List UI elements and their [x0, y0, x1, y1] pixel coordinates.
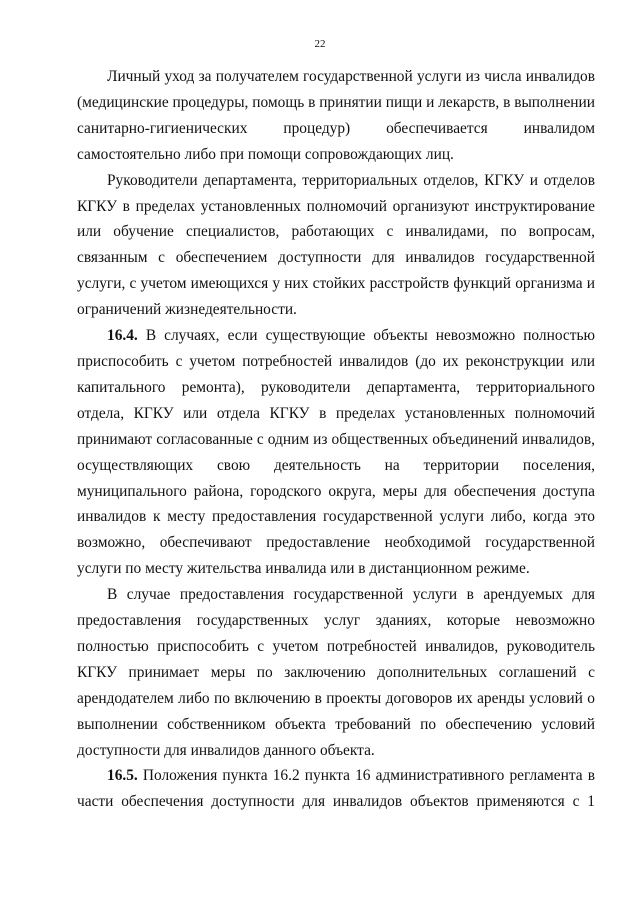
paragraph-16-5-text: Положения пункта 16.2 пункта 16 административного регламента в части обеспечения доступности для инвалидов объектов применяются с 1	[77, 767, 595, 811]
paragraph-leased-buildings: В случае предоставления государственной услуги в арендуемых для предоставления государственных услуг зданиях, которые невозможно полностью приспособить с учетом потребностей инвалидов, руководитель КГКУ принимает меры по заключению дополнительных соглашений с арендодателем либо по включению в проекты договоров их аренды условий о выполнении собственником объекта требований по обеспечению условий доступности для инвалидов данного объекта.	[77, 586, 595, 759]
paragraph-personal-care: Личный уход за получателем государственной услуги из числа инвалидов (медицинские процедуры, помощь в принятии пищи и лекарств, в выполнении санитарно-гигиенических процедур) обеспечивается инвалидом самостоятельно либо при помощи сопровождающих лиц.	[77, 68, 595, 163]
paragraph-16-5	[77, 763, 595, 815]
section-number-16-4: 16.4.	[107, 327, 138, 345]
section-number-16-5: 16.5.	[107, 767, 138, 785]
page-number: 22	[314, 38, 326, 50]
paragraph-staff-training: Руководители департамента, территориальных отделов, КГКУ и отделов КГКУ в пределах установленных полномочий организуют инструктирование или обучение специалистов, работающих с инвалидами, по вопросам, связанным с обеспечением доступности для инвалидов государственной услуги, с учетом имеющихся у них стойких расстройств функций организма и ограничений жизнедеятельности.	[77, 171, 595, 319]
paragraph-16-4	[77, 323, 595, 582]
paragraph-16-4-text: В случаях, если существующие объекты невозможно полностью приспособить с учетом потребностей инвалидов (до их реконструкции или капитального ремонта), руководители департамента, территориального отдела, КГКУ или отдела КГКУ в пределах установленных полномочий принимают согласованные с одним из общественных объединений инвалидов, осуществляющих свою деятельность на территории поселения, муниципального района, городского округа, меры для обеспечения доступа инвалидов к месту предоставления государственной услуги либо, когда это возможно, обеспечивают предоставление необходимой государственной услуги по месту жительства инвалида или в дистанционном режиме.	[77, 327, 595, 578]
document-body	[77, 64, 595, 815]
